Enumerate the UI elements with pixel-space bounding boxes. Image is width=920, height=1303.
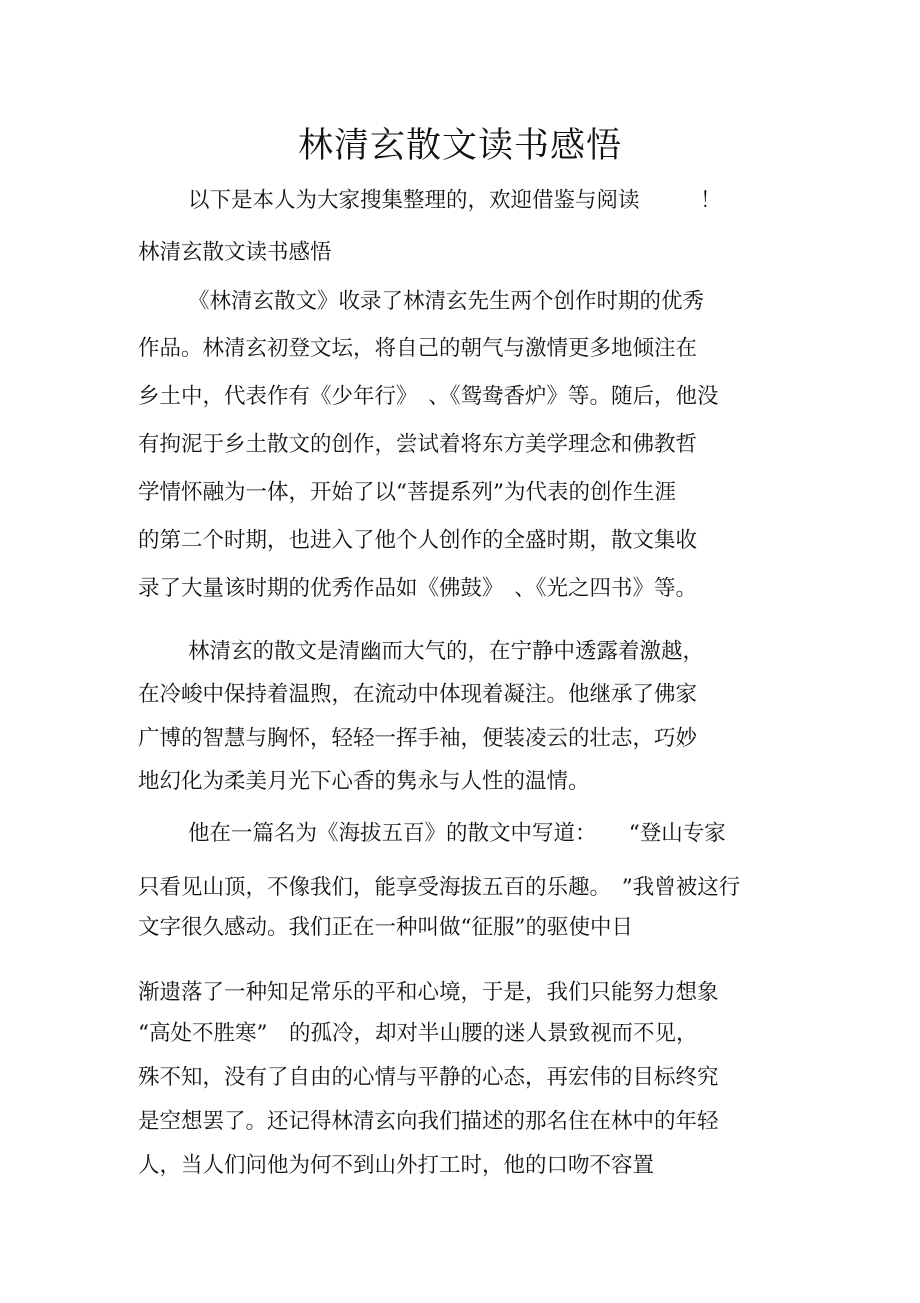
paragraph-line: 人，当人们问他为何不到山外打工时，他的口吻不容置 [138, 1153, 655, 1178]
paragraph-line: 文字很久感动。我们正在一种叫做“征服”的驱使中日 [138, 915, 633, 940]
paragraph-line: 是空想罢了。还记得林清玄向我们描述的那名住在林中的年轻 [138, 1109, 719, 1134]
paragraph-line: 地幻化为柔美月光下心香的隽永与人性的温情。 [138, 769, 590, 794]
paragraph-line: 殊不知，没有了自由的心情与平静的心态，再宏伟的目标终究 [138, 1065, 719, 1090]
paragraph-line: 有拘泥于乡土散文的创作，尝试着将东方美学理念和佛教哲 [138, 432, 698, 457]
intro-line: 以下是本人为大家搜集整理的，欢迎借鉴与阅读 [188, 188, 640, 213]
paragraph-line: 只看见山顶，不像我们，能享受海拔五百的乐趣。 ”我曾被这行 [138, 875, 741, 900]
paragraph-line: 林清玄的散文是清幽而大气的，在宁静中透露着激越， [188, 639, 705, 664]
document-title: 林清玄散文读书感悟 [297, 126, 622, 166]
paragraph-line: 作品。林清玄初登文坛，将自己的朝气与激情更多地倾注在 [138, 336, 698, 361]
paragraph-line: 录了大量该时期的优秀作品如《佛鼓》 、《光之四书》等。 [138, 576, 698, 601]
paragraph-line: 学情怀融为一体，开始了以“菩提系列”为代表的创作生涯 [138, 480, 676, 505]
paragraph-line: 在冷峻中保持着温煦，在流动中体现着凝注。他继承了佛家 [138, 682, 698, 707]
paragraph-line: 的第二个时期，也进入了他个人创作的全盛时期，散文集收 [138, 528, 698, 553]
paragraph-line: 渐遗落了一种知足常乐的平和心境，于是，我们只能努力想象 [138, 980, 719, 1005]
intro-exclamation: ！ [700, 188, 722, 213]
paragraph-line: 乡土中，代表作有《少年行》 、《鸳鸯香炉》等。随后，他没 [138, 384, 719, 409]
paragraph-line: 广博的智慧与胸怀，轻轻一挥手袖，便装凌云的壮志，巧妙 [138, 726, 698, 751]
paragraph-line: “高处不胜寒” 的孤冷，却对半山腰的迷人景致视而不见， [138, 1021, 698, 1046]
paragraph-line: 《林清玄散文》收录了林清玄先生两个创作时期的优秀 [188, 289, 705, 314]
subtitle-line: 林清玄散文读书感悟 [138, 240, 332, 265]
paragraph-line: 他在一篇名为《海拔五百》的散文中写道： “登山专家 [188, 821, 726, 846]
